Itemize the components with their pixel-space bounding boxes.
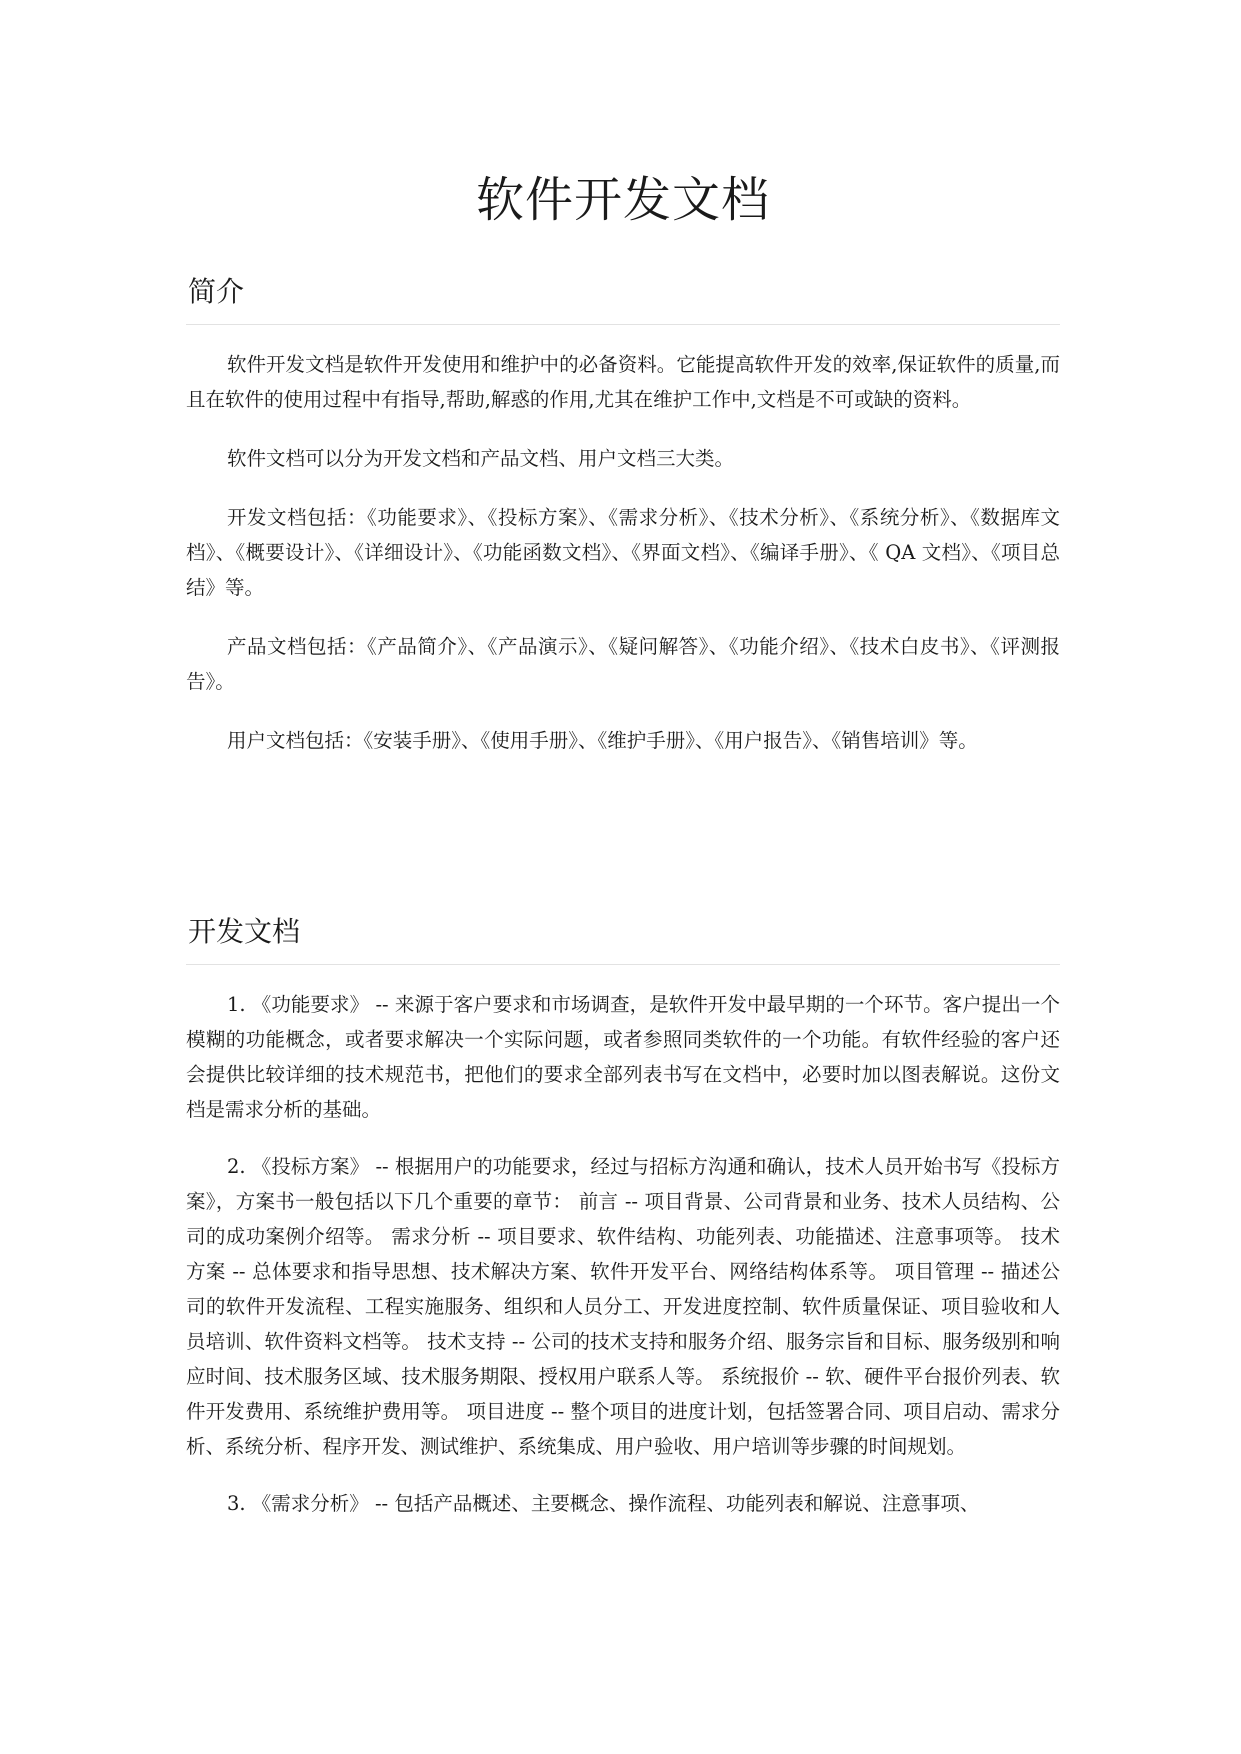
paragraph: 2. 《投标方案》 -- 根据用户的功能要求，经过与招标方沟通和确认，技术人员开始书写《投标方案》，方案书一般包括以下几个重要的章节： 前言 -- 项目背景、公司背景和业务、技术人员结构、公司的成功案例介绍等。 需求分析 -- 项目要求、软件结构、功能列表、功能描述、注意事项等。 技术方案 -- 总体要求和指导思想、技术解决方案、软件开发平台、网络结构体系等。 项目管理 -- 描述公司的软件开发流程、工程实施服务、组织和人员分工、开发进度控制、软件质量保证、项目验收和人员培训、软件资料文档等。 技术支持 -- 公司的技术支持和服务介绍、服务宗旨和目标、服务级别和响应时间、技术服务区域、技术服务期限、授权用户联系人等。 系统报价 -- 软、硬件平台报价列表、软件开发费用、系统维护费用等。 项目进度 -- 整个项目的进度计划，包括签署合同、项目启动、需求分析、系统分析、程序开发、测试维护、系统集成、用户验收、用户培训等步骤的时间规划。	[186, 1155, 1060, 1458]
paragraph: 软件开发文档是软件开发使用和维护中的必备资料。它能提高软件开发的效率,保证软件的质量,而且在软件的使用过程中有指导,帮助,解惑的作用,尤其在维护工作中,文档是不可或缺的资料。	[186, 353, 1060, 411]
paragraph: 3. 《需求分析》 -- 包括产品概述、主要概念、操作流程、功能列表和解说、注意事项、	[226, 1492, 980, 1515]
section-heading: 开发文档	[188, 915, 301, 948]
section-dev-docs	[186, 912, 1060, 1543]
section-divider	[186, 324, 1060, 325]
document-title: 软件开发文档	[475, 172, 770, 228]
paragraph: 产品文档包括：《产品简介》、《产品演示》、《疑问解答》、《功能介绍》、《技术白皮书》、《评测报告》。	[186, 635, 1060, 693]
section-intro	[186, 272, 1060, 782]
paragraph: 软件文档可以分为开发文档和产品文档、用户文档三大类。	[226, 447, 734, 470]
paragraph: 开发文档包括：《功能要求》、《投标方案》、《需求分析》、《技术分析》、《系统分析》、《数据库文档》、《概要设计》、《详细设计》、《功能函数文档》、《界面文档》、《编译手册》、《 QA 文档》、《项目总结》等。	[186, 506, 1060, 599]
section-heading: 简介	[188, 275, 245, 308]
paragraph: 用户文档包括：《安装手册》、《使用手册》、《维护手册》、《用户报告》、《销售培训》等。	[226, 729, 978, 752]
paragraph: 1. 《功能要求》 -- 来源于客户要求和市场调查，是软件开发中最早期的一个环节。客户提出一个模糊的功能概念，或者要求解决一个实际问题，或者参照同类软件的一个功能。有软件经验的客户还会提供比较详细的技术规范书，把他们的要求全部列表书写在文档中，必要时加以图表解说。这份文档是需求分析的基础。	[186, 993, 1060, 1121]
section-divider	[186, 964, 1060, 965]
